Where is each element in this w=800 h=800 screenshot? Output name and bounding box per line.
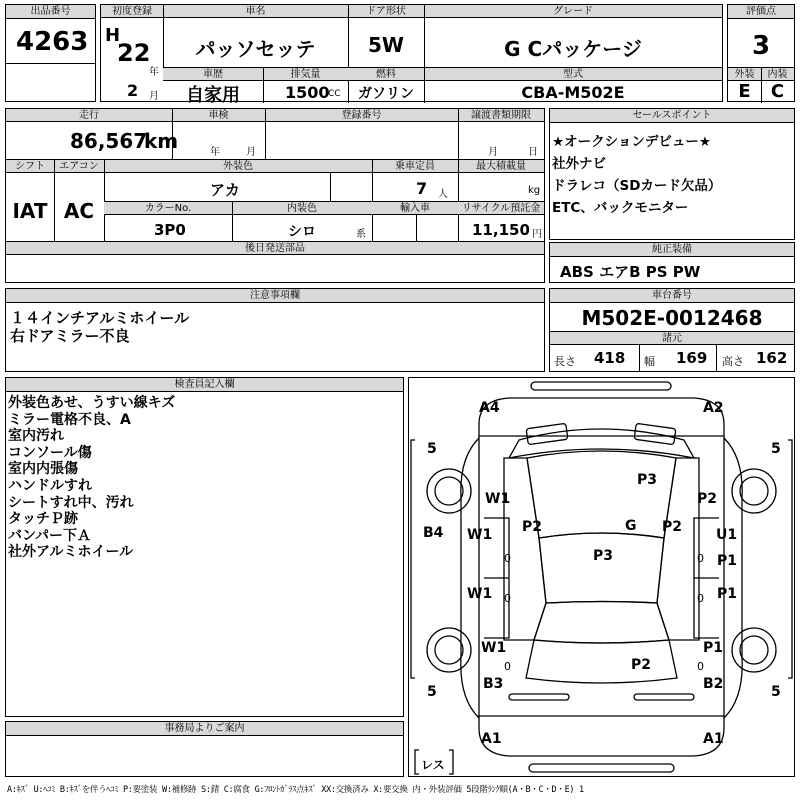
- color-label: 外装色: [104, 160, 372, 173]
- tire-tread-fl: 5: [427, 441, 443, 457]
- car-name-label: 車名: [163, 5, 348, 18]
- spare-tire: レス: [421, 758, 445, 772]
- inspector-line: ミラー電格不良、A: [8, 411, 131, 428]
- grade-label: グレード: [424, 5, 722, 18]
- later-parts-label: 後日発送部品: [6, 242, 544, 255]
- int-label: 内装: [761, 68, 794, 81]
- notes-box: [5, 288, 545, 372]
- ac-label: エアコン: [54, 160, 104, 173]
- int-color-unit: 系: [356, 229, 366, 240]
- recycle-unit: 円: [532, 229, 542, 240]
- recycle-label: リサイクル預託金: [458, 202, 544, 215]
- tire-tread-rl: 5: [427, 684, 437, 700]
- height-label: 高さ: [722, 355, 744, 368]
- damage-mark: W1: [485, 491, 511, 507]
- damage-mark: P2: [631, 657, 652, 673]
- shift: IAT: [12, 199, 48, 223]
- displacement-label: 排気量: [263, 68, 348, 81]
- inspector-box: [5, 377, 404, 717]
- inspector-line: ハンドルすれ: [8, 477, 92, 494]
- inspector-line: シートすれ中、汚れ: [8, 494, 134, 511]
- shift-label: シフト: [6, 160, 54, 173]
- damage-mark: A1: [481, 731, 502, 747]
- mileage: 86,567: [70, 129, 148, 153]
- svg-text:0: 0: [697, 592, 704, 605]
- int-color: シロ: [288, 224, 316, 240]
- ext-grade: E: [738, 81, 751, 102]
- damage-mark: P1: [717, 586, 738, 602]
- transfer-day-unit: 日: [528, 147, 538, 158]
- equipment: ABS エアB PS PW: [560, 263, 701, 281]
- damage-diagram: [408, 377, 795, 777]
- capacity: 7: [416, 179, 428, 198]
- spec-label: 諸元: [550, 332, 794, 345]
- equipment-label: 純正装備: [550, 243, 794, 257]
- chassis-label: 車台番号: [550, 289, 794, 303]
- svg-text:0: 0: [504, 592, 511, 605]
- sales-line: 社外ナビ: [552, 156, 606, 172]
- office-label: 事務局よりご案内: [6, 722, 403, 736]
- damage-mark: P3: [593, 548, 614, 564]
- svg-text:0: 0: [697, 660, 704, 673]
- details-box: [5, 108, 545, 283]
- damage-mark: P2: [662, 519, 683, 535]
- length-label: 長さ: [554, 355, 576, 368]
- mileage-label: 走行: [6, 109, 172, 122]
- inspector-line: 室内汚れ: [8, 428, 64, 445]
- damage-mark: A4: [479, 400, 500, 416]
- ac: AC: [63, 199, 95, 223]
- inspector-list: [8, 395, 175, 561]
- insp-year-unit: 年: [210, 147, 220, 158]
- inspector-line: 外装色あせ、うすい線キズ: [8, 395, 176, 411]
- fuel-label: 燃料: [348, 68, 424, 81]
- damage-mark: G: [625, 518, 637, 534]
- history-label: 車歴: [163, 68, 263, 81]
- door-type: 5W: [368, 33, 404, 57]
- tire-tread-fr: 5: [771, 441, 781, 457]
- insp-month-unit: 月: [246, 147, 256, 158]
- damage-mark: W1: [467, 586, 493, 602]
- damage-mark: A1: [703, 731, 724, 747]
- first-reg-label: 初度登録: [101, 5, 163, 18]
- inspector-line: コンソール傷: [8, 444, 92, 461]
- color-no: 3P0: [154, 221, 186, 239]
- transfer-month-unit: 月: [488, 147, 498, 158]
- svg-text:0: 0: [504, 552, 511, 565]
- lot-number-label: 出品番号: [6, 5, 95, 19]
- height: 162: [756, 349, 788, 367]
- damage-mark: B4: [423, 525, 444, 541]
- first-reg-year: 22: [117, 39, 151, 67]
- displacement-unit: CC: [328, 89, 341, 99]
- lot-number: 4263: [16, 27, 89, 57]
- damage-mark: W1: [467, 527, 493, 543]
- damage-mark: P3: [637, 472, 658, 488]
- width-label: 幅: [644, 355, 655, 368]
- damage-mark: P1: [703, 640, 724, 656]
- damage-mark: B3: [483, 676, 504, 692]
- notes-label: 注意事項欄: [6, 289, 544, 303]
- int-grade: C: [770, 81, 785, 102]
- svg-text:0: 0: [504, 660, 511, 673]
- year-unit: 年: [149, 67, 159, 78]
- length: 418: [594, 349, 626, 367]
- recycle: 11,150: [472, 221, 530, 239]
- door-label: ドア形状: [348, 5, 424, 18]
- history: 自家用: [186, 85, 240, 106]
- car-outline-svg: [409, 378, 794, 776]
- office-box: [5, 721, 404, 777]
- era: H: [105, 25, 121, 46]
- sales-points-list: [552, 131, 721, 219]
- tire-tread-rr: 5: [771, 684, 781, 700]
- load-unit: kg: [528, 185, 541, 196]
- sales-line: ドラレコ（SDカード欠品）: [552, 178, 722, 194]
- load-label: 最大積載量: [458, 160, 544, 173]
- inspection-label: 車検: [172, 109, 265, 122]
- month-unit: 月: [149, 91, 159, 102]
- inspector-label: 検査員記入欄: [6, 378, 403, 392]
- inspector-line: 室内内張傷: [8, 461, 78, 478]
- grade: G Cパッケージ: [504, 37, 642, 61]
- sales-points-label: セールスポイント: [550, 109, 794, 123]
- notes-list: [10, 309, 189, 345]
- transfer-label: 譲渡書類期限: [458, 109, 544, 122]
- score-box: [727, 4, 795, 102]
- legend: A:ｷｽﾞ U:ﾍｺﾐ B:ｷｽﾞを伴うﾍｺﾐ P:要塗装 W:補修跡 S:錆 C:腐食 G:ﾌﾛﾝﾄｶﾞﾗｽ点ｷｽﾞ XX:交換済み X:要交換 内・外装評価 5段階ﾗﾝｸ順(A・B・C・D・E) 1: [7, 785, 584, 795]
- ext-color: アカ: [210, 181, 240, 199]
- color-no-label: カラーNo.: [104, 202, 232, 215]
- note-line: １４インチアルミホイール: [10, 309, 190, 327]
- lot-number-box: [5, 4, 96, 102]
- inspector-line: 社外アルミホイール: [8, 544, 134, 561]
- capacity-label: 乗車定員: [372, 160, 458, 173]
- svg-text:0: 0: [697, 552, 704, 565]
- inspector-line: バンパー下Ａ: [8, 527, 92, 544]
- sales-line: ★オークションデビュー★: [552, 134, 711, 150]
- chassis-number: M502E-0012468: [581, 306, 763, 330]
- damage-mark: W1: [481, 640, 507, 656]
- car-name: パッソセッテ: [195, 37, 316, 61]
- mileage-unit: km: [144, 129, 179, 153]
- chassis-box: [549, 288, 795, 372]
- int-color-label: 内装色: [232, 202, 372, 215]
- damage-mark: U1: [716, 527, 738, 543]
- damage-mark: B2: [703, 676, 724, 692]
- ext-label: 外装: [728, 68, 761, 81]
- damage-mark: A2: [703, 400, 724, 416]
- damage-mark: P2: [522, 519, 543, 535]
- capacity-unit: 人: [438, 189, 448, 200]
- displacement: 1500: [285, 83, 330, 102]
- model-label: 型式: [424, 68, 722, 81]
- sales-line: ETC、バックモニター: [552, 200, 689, 216]
- damage-mark: P2: [697, 491, 718, 507]
- equipment-box: [549, 242, 795, 283]
- score-label: 評価点: [728, 5, 794, 19]
- inspector-line: タッチＰ跡: [8, 511, 78, 528]
- plate-label: 登録番号: [265, 109, 458, 122]
- width: 169: [676, 349, 708, 367]
- note-line: 右ドアミラー不良: [10, 327, 130, 345]
- sales-points-box: [549, 108, 795, 240]
- damage-mark: P1: [717, 553, 738, 569]
- score: 3: [751, 31, 771, 61]
- import-label: 輸入車: [372, 202, 458, 215]
- vehicle-info-box: [100, 4, 723, 106]
- fuel: ガソリン: [358, 86, 414, 102]
- model: CBA-M502E: [521, 83, 625, 102]
- first-reg-month: 2: [127, 81, 139, 100]
